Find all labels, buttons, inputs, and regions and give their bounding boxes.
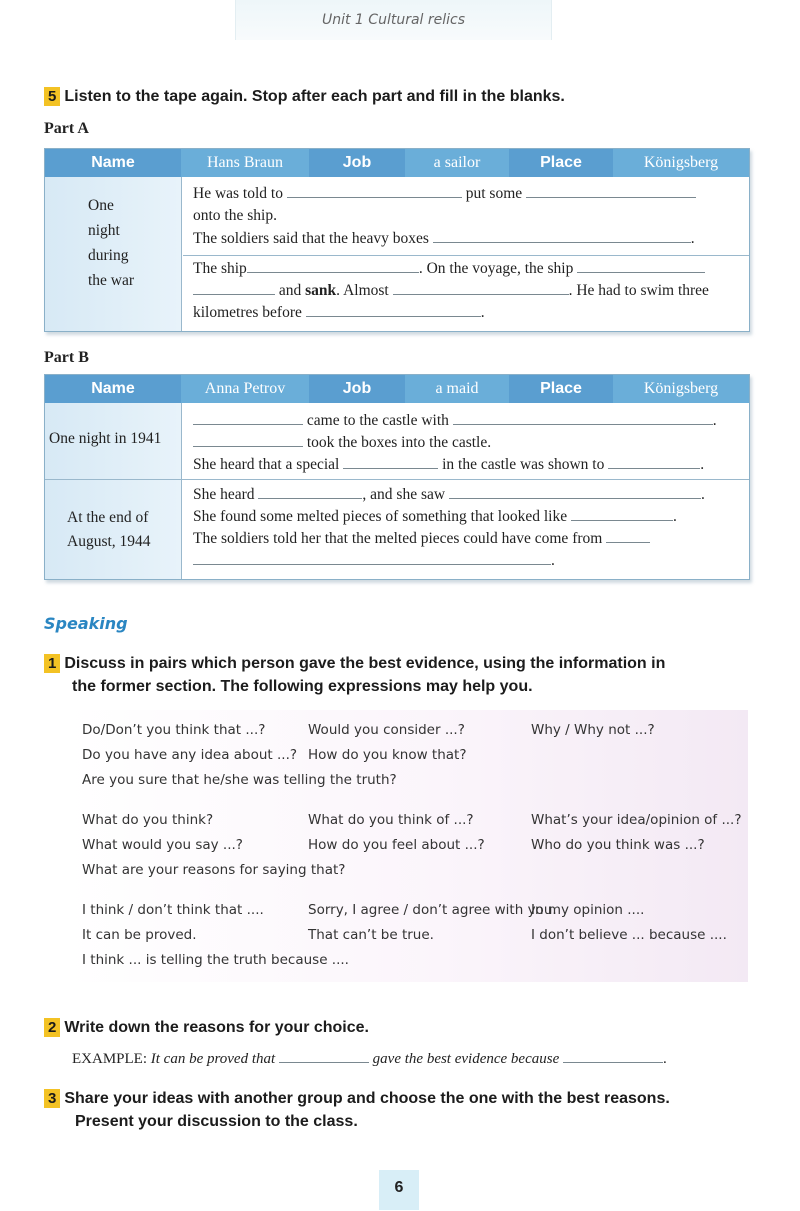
text: . — [672, 508, 677, 525]
text: put some — [465, 185, 523, 202]
answer-blank[interactable] — [449, 486, 701, 499]
time-line: One — [88, 197, 114, 214]
text-line — [193, 230, 695, 248]
unit-title: Unit 1 Cultural relics — [321, 12, 466, 28]
answer-blank[interactable] — [343, 456, 438, 469]
expression: That can’t be true. — [308, 927, 434, 943]
part-b-table — [44, 374, 750, 580]
text: in the castle was shown to — [442, 456, 605, 473]
text: . On the voyage, the ship — [418, 260, 574, 277]
text-line — [193, 486, 705, 504]
text-line — [193, 456, 704, 474]
text: . — [712, 412, 717, 429]
text: and — [278, 282, 302, 299]
task-text: Listen to the tape again. Stop after each part and fill in the blanks. — [64, 88, 565, 105]
task-text: the former section. The following expressions may help you. — [72, 678, 533, 695]
text: He was told to — [193, 185, 283, 202]
task-5-instruction — [44, 87, 565, 106]
time-line: August, 1944 — [67, 533, 151, 550]
expression: It can be proved. — [82, 927, 197, 943]
expression: Do you have any idea about ...? — [82, 747, 298, 763]
page-number: 6 — [379, 1170, 419, 1210]
answer-blank[interactable] — [279, 1050, 369, 1063]
header-name-value: Hans Braun — [181, 149, 309, 177]
header-place: Place — [540, 154, 582, 171]
unit-header — [235, 0, 552, 40]
answer-blank[interactable] — [526, 185, 696, 198]
header-job: Job — [342, 380, 372, 397]
text-line — [193, 552, 555, 570]
speaking-heading: Speaking — [44, 614, 128, 633]
text: came to the castle with — [306, 412, 449, 429]
answer-blank[interactable] — [193, 552, 551, 565]
expression: I don’t believe ... because .... — [531, 927, 727, 943]
answer-blank[interactable] — [453, 412, 713, 425]
text-line — [193, 260, 705, 278]
example-text: It can be proved that — [150, 1051, 276, 1067]
text: . — [551, 552, 555, 569]
answer-blank[interactable] — [193, 282, 275, 295]
header-place-value: Königsberg — [613, 149, 749, 177]
text-line — [193, 282, 709, 300]
expression: How do you feel about ...? — [308, 837, 485, 853]
text: took the boxes into the castle. — [306, 434, 492, 451]
header-place-value: Königsberg — [613, 375, 749, 403]
example-text: gave the best evidence because — [372, 1051, 560, 1067]
expression: Sorry, I agree / don’t agree with you. — [308, 902, 557, 918]
header-name: Name — [91, 154, 135, 171]
text-line — [193, 508, 677, 526]
expression: How do you know that? — [308, 747, 467, 763]
answer-blank[interactable] — [193, 412, 303, 425]
text: kilometres before — [193, 304, 302, 321]
expression: Why / Why not ...? — [531, 722, 655, 738]
task-text: Discuss in pairs which person gave the best evidence, using the information in — [64, 655, 666, 672]
text: She heard — [193, 486, 255, 503]
answer-blank[interactable] — [606, 530, 650, 543]
task-number: 3 — [44, 1089, 60, 1108]
text: sank — [305, 282, 337, 299]
time-column — [45, 403, 182, 579]
speaking-task-3 — [44, 1089, 764, 1131]
part-a-label: Part A — [44, 120, 89, 137]
example-line — [72, 1050, 667, 1068]
text: . Almost — [336, 282, 389, 299]
text: The soldiers said that the heavy boxes — [193, 230, 429, 247]
answer-blank[interactable] — [563, 1050, 663, 1063]
text: She found some melted pieces of something that looked like — [193, 508, 568, 525]
task-number: 2 — [44, 1018, 60, 1037]
text-line: onto the ship. — [193, 207, 277, 224]
header-job-value: a maid — [405, 375, 509, 403]
time-line: night — [88, 222, 120, 239]
expression: What would you say ...? — [82, 837, 243, 853]
text: . — [690, 230, 695, 247]
answer-blank[interactable] — [577, 260, 705, 273]
expression: What are your reasons for saying that? — [82, 862, 346, 878]
speaking-task-1 — [44, 654, 754, 696]
time-line: At the end of — [67, 509, 149, 526]
expression: I think / don’t think that .... — [82, 902, 264, 918]
expression: Who do you think was ...? — [531, 837, 705, 853]
example-label: EXAMPLE: — [72, 1051, 147, 1067]
task-number: 1 — [44, 654, 60, 673]
part-a-table — [44, 148, 750, 332]
expression: In my opinion .... — [531, 902, 645, 918]
answer-blank[interactable] — [193, 434, 303, 447]
text-line — [193, 434, 491, 452]
expression: Are you sure that he/she was telling the truth? — [82, 772, 397, 788]
task-number: 5 — [44, 87, 60, 106]
header-job: Job — [342, 154, 372, 171]
answer-blank[interactable] — [258, 486, 362, 499]
text: The soldiers told her that the melted pieces could have come from — [193, 530, 603, 547]
header-job-value: a sailor — [405, 149, 509, 177]
time-line: the war — [88, 272, 135, 289]
text-line — [193, 530, 650, 548]
expression: Do/Don’t you think that ...? — [82, 722, 266, 738]
task-text: Write down the reasons for your choice. — [64, 1019, 369, 1036]
text: The ship — [193, 260, 247, 277]
header-name: Name — [91, 380, 135, 397]
time-column — [45, 177, 182, 331]
answer-blank[interactable] — [247, 260, 419, 273]
time-line: during — [88, 247, 129, 264]
expression: Would you consider ...? — [308, 722, 465, 738]
expression: What do you think of ...? — [308, 812, 474, 828]
text: She heard that a special — [193, 456, 340, 473]
time-line: One night in 1941 — [49, 430, 162, 447]
part-b-label: Part B — [44, 349, 89, 366]
example-text: . — [663, 1051, 667, 1067]
header-place: Place — [540, 380, 582, 397]
row-divider — [45, 479, 749, 480]
expression: What do you think? — [82, 812, 214, 828]
expression: I think ... is telling the truth because .... — [82, 952, 349, 968]
text: . — [480, 304, 485, 321]
answer-blank[interactable] — [393, 282, 569, 295]
answer-blank[interactable] — [287, 185, 462, 198]
text-line — [193, 185, 696, 203]
text: . He had to swim three — [568, 282, 709, 299]
answer-blank[interactable] — [433, 230, 691, 243]
table-header-row — [45, 149, 749, 177]
header-name-value: Anna Petrov — [181, 375, 309, 403]
text-line — [193, 412, 717, 430]
text: . — [700, 486, 705, 503]
answer-blank[interactable] — [608, 456, 700, 469]
row-divider — [183, 255, 749, 256]
text: . — [700, 456, 705, 473]
task-text: Share your ideas with another group and choose the one with the best reasons. — [64, 1090, 670, 1107]
text-line — [193, 304, 485, 322]
table-header-row — [45, 375, 749, 403]
text: , and she saw — [362, 486, 446, 503]
answer-blank[interactable] — [306, 304, 481, 317]
expression: What’s your idea/opinion of ...? — [531, 812, 742, 828]
answer-blank[interactable] — [571, 508, 673, 521]
speaking-task-2 — [44, 1018, 369, 1037]
task-text: Present your discussion to the class. — [75, 1113, 358, 1130]
